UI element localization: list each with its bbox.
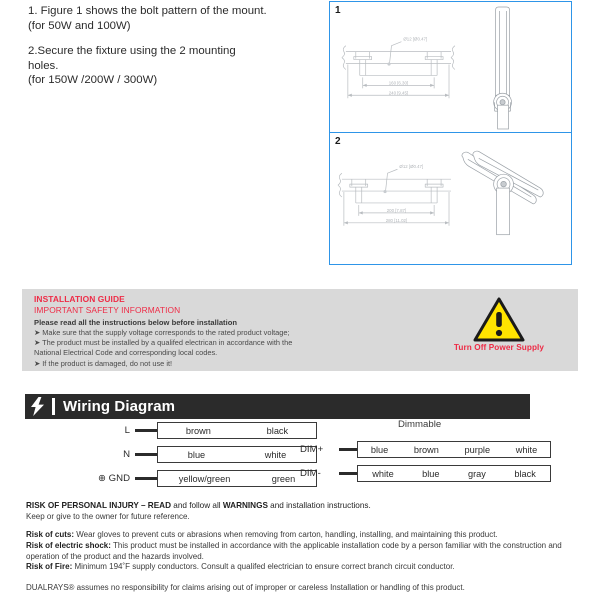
safety-bullet-3: ➤ If the product is damaged, do not use it! bbox=[34, 358, 173, 368]
wire-lead-dim-plus bbox=[339, 448, 357, 452]
risk-shock-text: This product must be installed in accordance with the applicable installation code by a person familiar with the construction and operation of the product and the hazards involved. bbox=[26, 540, 562, 561]
wire-cell-n-1: blue bbox=[187, 449, 206, 460]
instruction-2-line-1: 2.Secure the fixture using the 2 mounting bbox=[28, 45, 236, 57]
wiring-tables bbox=[0, 420, 600, 492]
instruction-2-line-3: (for 150W /200W / 300W) bbox=[28, 74, 158, 86]
wire-label-dim-minus: DIM- bbox=[300, 468, 321, 479]
figure-2-inner-dimension: 200 [7.87] bbox=[386, 207, 407, 213]
risk-heading-part-2: and follow all bbox=[170, 501, 223, 510]
instruction-item-2 bbox=[28, 44, 318, 88]
wiring-diagram-banner bbox=[25, 394, 530, 419]
wire-cell-l-1: brown bbox=[185, 425, 211, 436]
risk-heading-part-1: RISK OF PERSONAL INJURY – READ bbox=[26, 501, 171, 510]
risk-personal-injury-heading bbox=[26, 500, 582, 511]
figure-1-drawing bbox=[330, 2, 571, 132]
wire-lead-l bbox=[135, 429, 157, 433]
figure-2-number: 2 bbox=[335, 136, 341, 147]
read-instructions-line: Please read all the instructions below before installation bbox=[34, 317, 237, 327]
safety-information-panel bbox=[22, 289, 578, 371]
instructions-block bbox=[28, 4, 318, 99]
lightning-bolt-icon bbox=[25, 394, 50, 419]
wire-cell-dim-plus-3: purple bbox=[464, 444, 491, 455]
risk-fire-label: Risk of Fire: bbox=[26, 562, 73, 572]
wire-cell-dim-minus-1: white bbox=[372, 468, 394, 479]
wire-cell-gnd-2: green bbox=[271, 473, 296, 484]
wire-cell-gnd-1: yellow/green bbox=[178, 473, 231, 484]
safety-bullet-2: ➤ The product must be installed by a qualifed electrican in accordance with the bbox=[34, 338, 293, 348]
banner-divider bbox=[52, 398, 55, 415]
wire-cell-l-2: black bbox=[266, 425, 289, 436]
wire-cell-dim-plus-2: brown bbox=[413, 444, 439, 455]
risk-keep-note: Keep or give to the owner for future reference. bbox=[26, 512, 190, 521]
installation-guide-title: INSTALLATION GUIDE bbox=[34, 294, 125, 304]
figure-1-number: 1 bbox=[335, 5, 341, 16]
risk-item-fire bbox=[26, 562, 582, 573]
instruction-2-line-2: holes. bbox=[28, 59, 59, 72]
wire-lead-gnd bbox=[135, 477, 157, 481]
figure-1-inner-dimension: 160 [6.30] bbox=[388, 80, 409, 86]
safety-bullet-1: ➤ Make sure that the supply voltage corresponds to the rated product voltage; bbox=[34, 328, 290, 337]
dimmable-title: Dimmable bbox=[398, 419, 442, 430]
wire-label-n: N bbox=[123, 449, 130, 460]
wire-row-dim-plus bbox=[300, 441, 551, 458]
figure-panel-1 bbox=[330, 2, 571, 133]
wire-cell-dim-minus-4: black bbox=[514, 468, 536, 479]
figure-2-hole-dimension: Ø12 [Ø0.47] bbox=[399, 164, 424, 170]
instruction-1-line-2: (for 50W and 100W) bbox=[28, 19, 131, 32]
wire-row-l bbox=[86, 422, 317, 439]
wire-box-dim-minus bbox=[357, 465, 551, 482]
wire-row-n bbox=[86, 446, 317, 463]
safety-text-block bbox=[34, 294, 404, 369]
power-warning-block bbox=[424, 297, 574, 352]
figure-panel-group bbox=[329, 1, 572, 265]
wire-box-l bbox=[157, 422, 317, 439]
wire-row-dim-minus bbox=[300, 465, 551, 482]
risk-heading-part-3: WARNINGS bbox=[222, 501, 268, 510]
turn-off-power-label: Turn Off Power Supply bbox=[453, 343, 545, 352]
wire-cell-dim-plus-1: blue bbox=[370, 444, 389, 455]
manufacturer-disclaimer: DUALRAYS® assumes no responsibility for claims arising out of improper or careless Installation or handling of this product. bbox=[26, 583, 465, 593]
wire-label-gnd: ⊕ GND bbox=[97, 473, 130, 484]
figure-2-outer-dimension: 280 [11.02] bbox=[385, 217, 408, 223]
risk-item-shock bbox=[26, 541, 582, 563]
wire-row-gnd bbox=[86, 470, 317, 487]
wire-box-gnd bbox=[157, 470, 317, 487]
figure-2-drawing bbox=[330, 133, 571, 264]
wire-cell-dim-minus-2: blue bbox=[422, 468, 440, 479]
risk-cuts-label: Risk of cuts: bbox=[26, 530, 75, 539]
wire-lead-n bbox=[135, 453, 157, 457]
wire-cell-dim-plus-4: white bbox=[515, 444, 538, 455]
risk-cuts-text: Wear gloves to prevent cuts or abrasions when removing from carton, handling, installing, and maintaining this product. bbox=[74, 530, 498, 539]
wire-lead-dim-minus bbox=[339, 472, 357, 476]
instruction-item-1 bbox=[28, 4, 318, 33]
safety-bullet-2-cont: National Electrical Code and corresponding local codes. bbox=[34, 348, 218, 358]
wire-label-dim-plus: DIM+ bbox=[300, 444, 324, 455]
main-wiring-table bbox=[86, 422, 317, 494]
risk-heading-part-4: and installation instructions. bbox=[267, 501, 371, 510]
important-safety-subtitle: IMPORTANT SAFETY INFORMATION bbox=[34, 304, 181, 315]
dimmable-wiring-table bbox=[300, 422, 551, 489]
warning-triangle-icon bbox=[473, 297, 525, 342]
wire-box-dim-plus bbox=[357, 441, 551, 458]
wire-cell-n-2: white bbox=[264, 449, 287, 460]
figure-panel-2 bbox=[330, 133, 571, 264]
wire-box-n bbox=[157, 446, 317, 463]
risk-fire-text: Minimum 194˚F supply conductors. Consult a qualifed electrician to ensure correct branch circuit conductor. bbox=[72, 562, 455, 572]
wire-label-l: L bbox=[124, 425, 130, 436]
figure-1-outer-dimension: 240 [9.45] bbox=[388, 90, 409, 96]
risk-item-cuts bbox=[26, 530, 582, 541]
risk-shock-label: Risk of electric shock: bbox=[26, 540, 111, 550]
wire-cell-dim-minus-3: gray bbox=[468, 468, 486, 479]
wiring-diagram-title: Wiring Diagram bbox=[63, 398, 176, 415]
instruction-1-line-1: 1. Figure 1 shows the bolt pattern of the mount. bbox=[28, 5, 267, 17]
figure-1-hole-dimension: Ø12 [Ø0.47] bbox=[403, 36, 428, 42]
risk-notices bbox=[26, 500, 582, 593]
